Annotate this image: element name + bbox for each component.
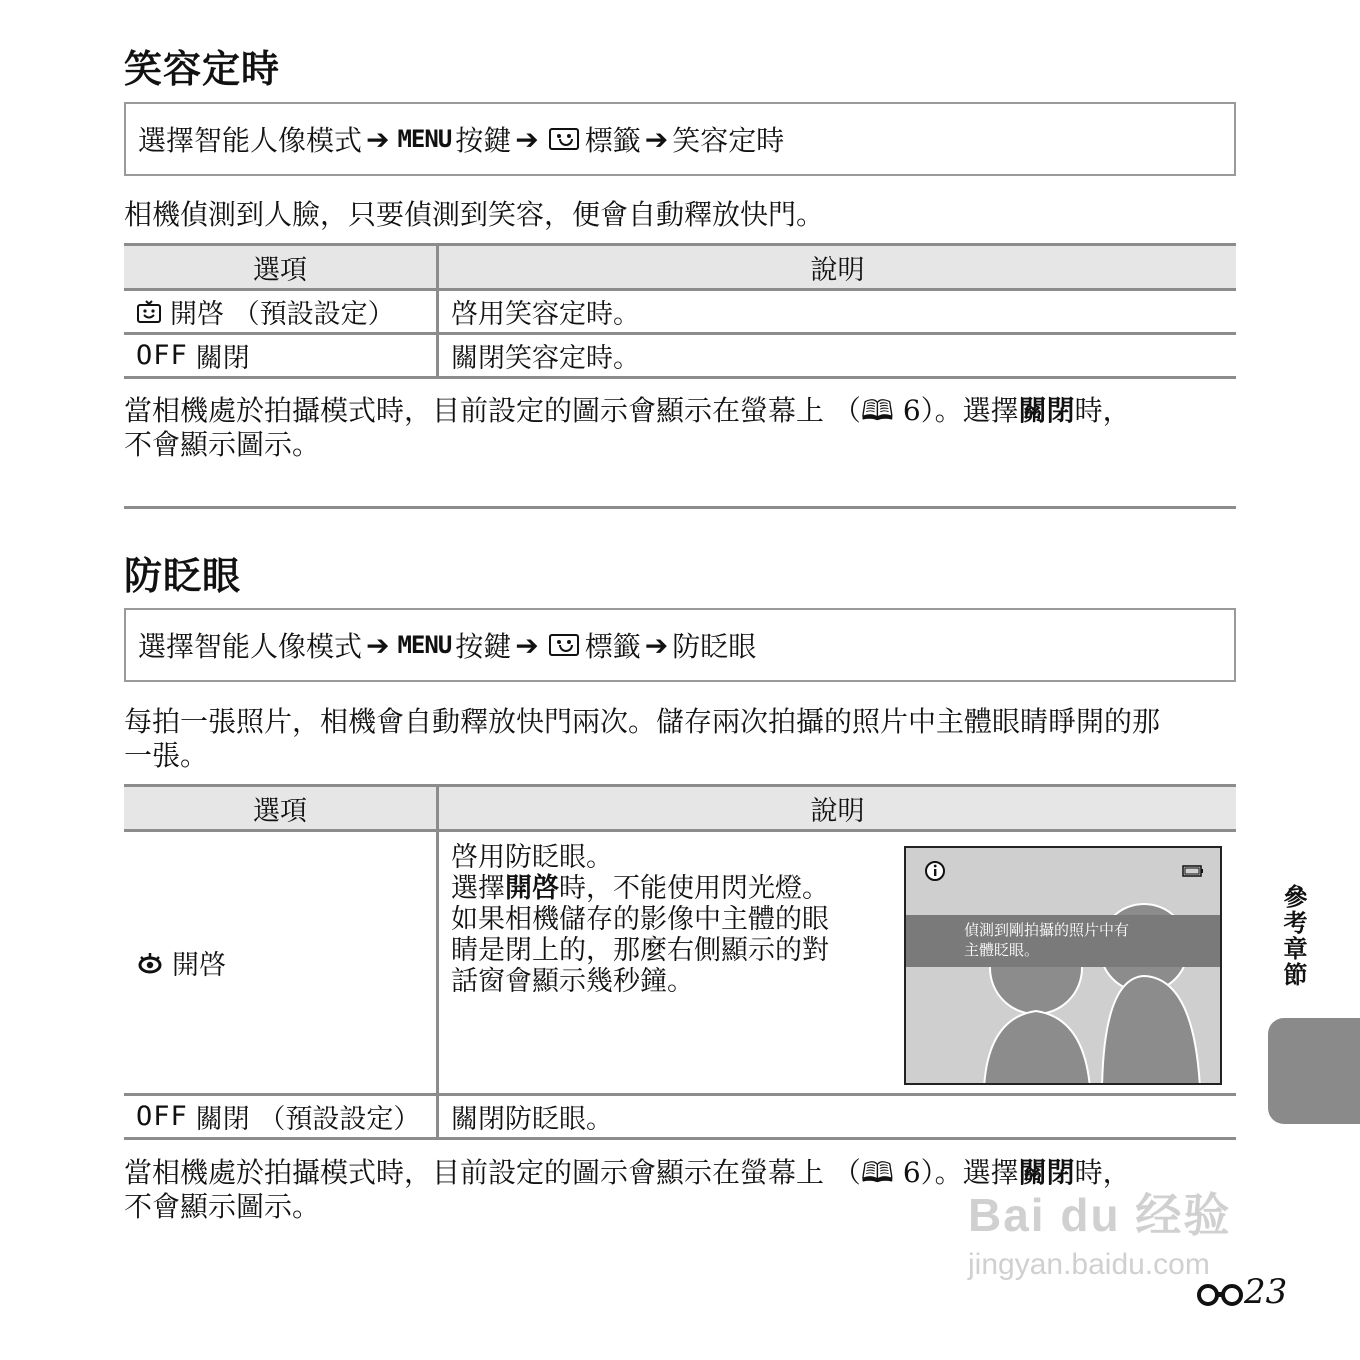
desc-bold: 開啓	[505, 873, 559, 904]
table-header	[124, 784, 1236, 832]
menu-path-text: 按鍵	[455, 630, 512, 663]
arrow-icon: ➔	[644, 122, 669, 156]
description-cell: 關閉防眨眼。	[436, 1096, 1236, 1137]
camera-screen-illustration	[904, 846, 1222, 1085]
dialog-text: 主體眨眼。	[964, 941, 1040, 959]
menu-path-blink-proof	[124, 608, 1236, 682]
note-text: 時，	[1074, 1156, 1131, 1189]
menu-button-label: MENU	[397, 125, 452, 153]
section-intro	[124, 705, 1244, 773]
battery-icon	[1182, 864, 1204, 878]
column-header-option: 選項	[253, 254, 307, 286]
smile-timer-icon	[136, 299, 162, 325]
page-footer	[1196, 1272, 1287, 1312]
reference-section-icon	[1196, 1277, 1244, 1307]
table-row	[124, 335, 1236, 379]
info-icon	[924, 860, 946, 882]
note-text: 時，	[1074, 394, 1131, 427]
desc-text: 選擇	[451, 873, 505, 904]
intro-line: 每拍一張照片，相機會自動釋放快門兩次。儲存兩次拍攝的照片中主體眼睛睜開的那	[124, 705, 1161, 738]
smart-portrait-tab-icon	[549, 634, 579, 656]
note-text: 不會顯示圖示。	[124, 1190, 321, 1223]
watermark-url: jingyan.baidu.com	[968, 1248, 1210, 1281]
option-label: 開啓	[172, 950, 226, 981]
options-table-smile-timer	[124, 243, 1236, 379]
menu-path-text: 選擇智能人像模式	[138, 124, 363, 157]
arrow-icon: ➔	[644, 628, 669, 662]
blink-warning-dialog	[906, 915, 1220, 967]
note-text: 當相機處於拍攝模式時，目前設定的圖示會顯示在螢幕上 （	[124, 1156, 861, 1189]
off-icon: OFF	[136, 1101, 188, 1132]
chapter-tab	[1268, 1018, 1360, 1124]
section-divider	[124, 506, 1236, 509]
blink-proof-icon	[136, 951, 164, 975]
note-bold: 關閉	[1018, 394, 1075, 427]
desc-line: 睛是閉上的，那麼右側顯示的對	[451, 935, 829, 966]
note-text: 不會顯示圖示。	[124, 428, 321, 461]
page-number: 23	[1244, 1272, 1288, 1312]
menu-path-target: 笑容定時	[672, 124, 785, 157]
arrow-icon: ➔	[515, 122, 539, 156]
menu-path-smile-timer	[124, 102, 1236, 176]
section-note	[124, 394, 1236, 462]
option-label: 開啓 （預設設定）	[170, 299, 395, 330]
section-intro: 相機偵測到人臉，只要偵測到笑容，便會自動釋放快門。	[124, 198, 825, 231]
menu-path-text: 按鍵	[455, 124, 512, 157]
option-label: 關閉 （預設設定）	[195, 1104, 421, 1135]
menu-path-text: 標籤	[584, 630, 641, 663]
section-title-smile-timer: 笑容定時	[124, 47, 281, 91]
table-header	[124, 243, 1236, 291]
dialog-text: 偵測到剛拍攝的照片中有	[964, 921, 1130, 939]
option-cell	[124, 832, 436, 1093]
option-cell	[124, 291, 436, 332]
note-bold: 關閉	[1018, 1156, 1075, 1189]
menu-path-text: 選擇智能人像模式	[138, 630, 363, 663]
off-icon: OFF	[136, 340, 188, 371]
arrow-icon: ➔	[515, 628, 539, 662]
watermark-text: Bai du 经验	[968, 1189, 1232, 1241]
note-text: 6）。選擇	[902, 394, 1019, 427]
note-text: 當相機處於拍攝模式時，目前設定的圖示會顯示在螢幕上 （	[124, 394, 861, 427]
description-cell: 關閉笑容定時。	[436, 335, 1236, 376]
menu-path-text: 標籤	[584, 124, 641, 157]
section-title-blink-proof: 防眨眼	[124, 554, 242, 598]
desc-line	[451, 873, 829, 904]
table-row	[124, 1096, 1236, 1140]
arrow-icon: ➔	[366, 628, 390, 662]
sidebar-chapter-label: 參考章節	[1279, 884, 1307, 988]
option-label: 關閉	[195, 343, 250, 374]
desc-text: 時，不能使用閃光燈。	[559, 873, 829, 904]
book-reference-icon: 🕮	[860, 394, 894, 427]
smart-portrait-tab-icon	[549, 128, 579, 150]
column-header-option: 選項	[253, 795, 307, 827]
option-cell	[124, 1096, 436, 1137]
arrow-icon: ➔	[366, 122, 390, 156]
watermark	[968, 1189, 1232, 1281]
option-cell	[124, 335, 436, 376]
note-text: 6）。選擇	[902, 1156, 1019, 1189]
description-cell: 啓用笑容定時。	[436, 291, 1236, 332]
column-header-description: 說明	[436, 246, 1236, 288]
book-reference-icon: 🕮	[860, 1156, 894, 1189]
desc-line: 啓用防眨眼。	[451, 842, 613, 873]
column-header-description: 說明	[436, 787, 1236, 829]
intro-line: 一張。	[124, 739, 209, 772]
desc-line: 如果相機儲存的影像中主體的眼	[451, 904, 829, 935]
menu-button-label: MENU	[397, 631, 452, 659]
desc-line: 話窗會顯示幾秒鐘。	[451, 966, 694, 997]
menu-path-target: 防眨眼	[672, 630, 757, 663]
table-row	[124, 291, 1236, 335]
